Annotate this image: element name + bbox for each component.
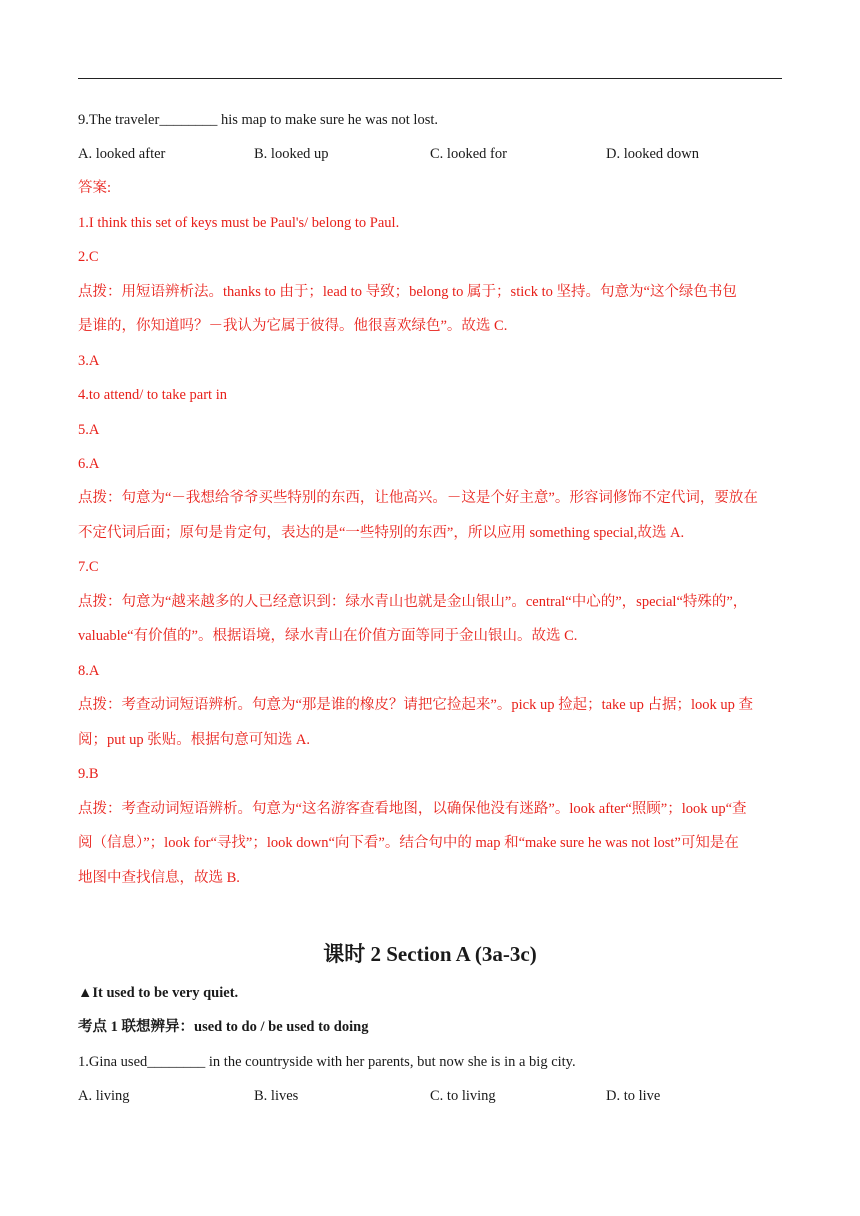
question-9-options	[78, 144, 782, 164]
answer-line: 阅（信息）”；look for“寻找”；look down“向下看”。结合句中的 map 和“make sure he was not lost”可知是在	[78, 835, 739, 851]
key-sentence: ▲It used to be very quiet.	[78, 985, 239, 1001]
option-d: D. to live	[606, 1088, 661, 1104]
answer-line: 是谁的，你知道吗？－我认为它属于彼得。他很喜欢绿色”。故选 C.	[78, 318, 508, 334]
option-b: B. looked up	[254, 146, 329, 162]
option-a: A. looked after	[78, 146, 166, 162]
answer-line: 地图中查找信息，故选 B.	[78, 870, 240, 886]
answer-line: 8.A	[78, 663, 100, 679]
answer-line: 6.A	[78, 456, 100, 472]
header-rule	[78, 78, 782, 79]
answer-line: 阅；put up 张贴。根据句意可知选 A.	[78, 732, 310, 748]
option-d: D. looked down	[606, 146, 700, 162]
answer-line: 9.B	[78, 766, 99, 782]
option-a: A. living	[78, 1088, 130, 1104]
answer-line: 点拨：用短语辨析法。thanks to 由于；lead to 导致；belong to 属于；stick to 坚持。句意为“这个绿色书包	[78, 284, 737, 300]
answer-line: 4.to attend/ to take part in	[78, 387, 227, 403]
answer-line: 1.I think this set of keys must be Paul's/ belong to Paul.	[78, 215, 400, 231]
question-9-stem: 9.The traveler________ his map to make sure he was not lost.	[78, 112, 439, 128]
answers-label: 答案:	[78, 180, 112, 196]
section-title: 课时 2 Section A (3a-3c)	[323, 942, 537, 966]
option-b: B. lives	[254, 1088, 299, 1104]
answer-line: 点拨：句意为“－我想给爷爷买些特别的东西，让他高兴。－这是个好主意”。形容词修饰不定代词，要放在	[78, 490, 758, 506]
exam-point: 考点 1 联想辨异：used to do / be used to doing	[78, 1019, 369, 1035]
option-c: C. looked for	[430, 146, 507, 162]
question-1-stem: 1.Gina used________ in the countryside with her parents, but now she is in a big city.	[78, 1054, 576, 1070]
answer-line: valuable“有价值的”。根据语境，绿水青山在价值方面等同于金山银山。故选 C.	[78, 628, 578, 644]
answer-line: 点拨：考查动词短语辨析。句意为“这名游客查看地图，以确保他没有迷路”。look after“照顾”；look up“查	[78, 801, 747, 817]
question-1-options	[78, 1086, 782, 1106]
answer-line: 点拨：考查动词短语辨析。句意为“那是谁的橡皮？请把它捡起来”。pick up 捡起；take up 占据；look up 查	[78, 697, 754, 713]
answer-line: 不定代词后面；原句是肯定句，表达的是“一些特别的东西”，所以应用 something special,故选 A.	[78, 525, 685, 541]
answer-line: 点拨：句意为“越来越多的人已经意识到：绿水青山也就是金山银山”。central“中心的”，special“特殊的”，	[78, 594, 748, 610]
answer-line: 3.A	[78, 353, 100, 369]
answer-line: 7.C	[78, 559, 99, 575]
option-c: C. to living	[430, 1088, 496, 1104]
answer-line: 2.C	[78, 249, 99, 265]
answer-line: 5.A	[78, 422, 100, 438]
